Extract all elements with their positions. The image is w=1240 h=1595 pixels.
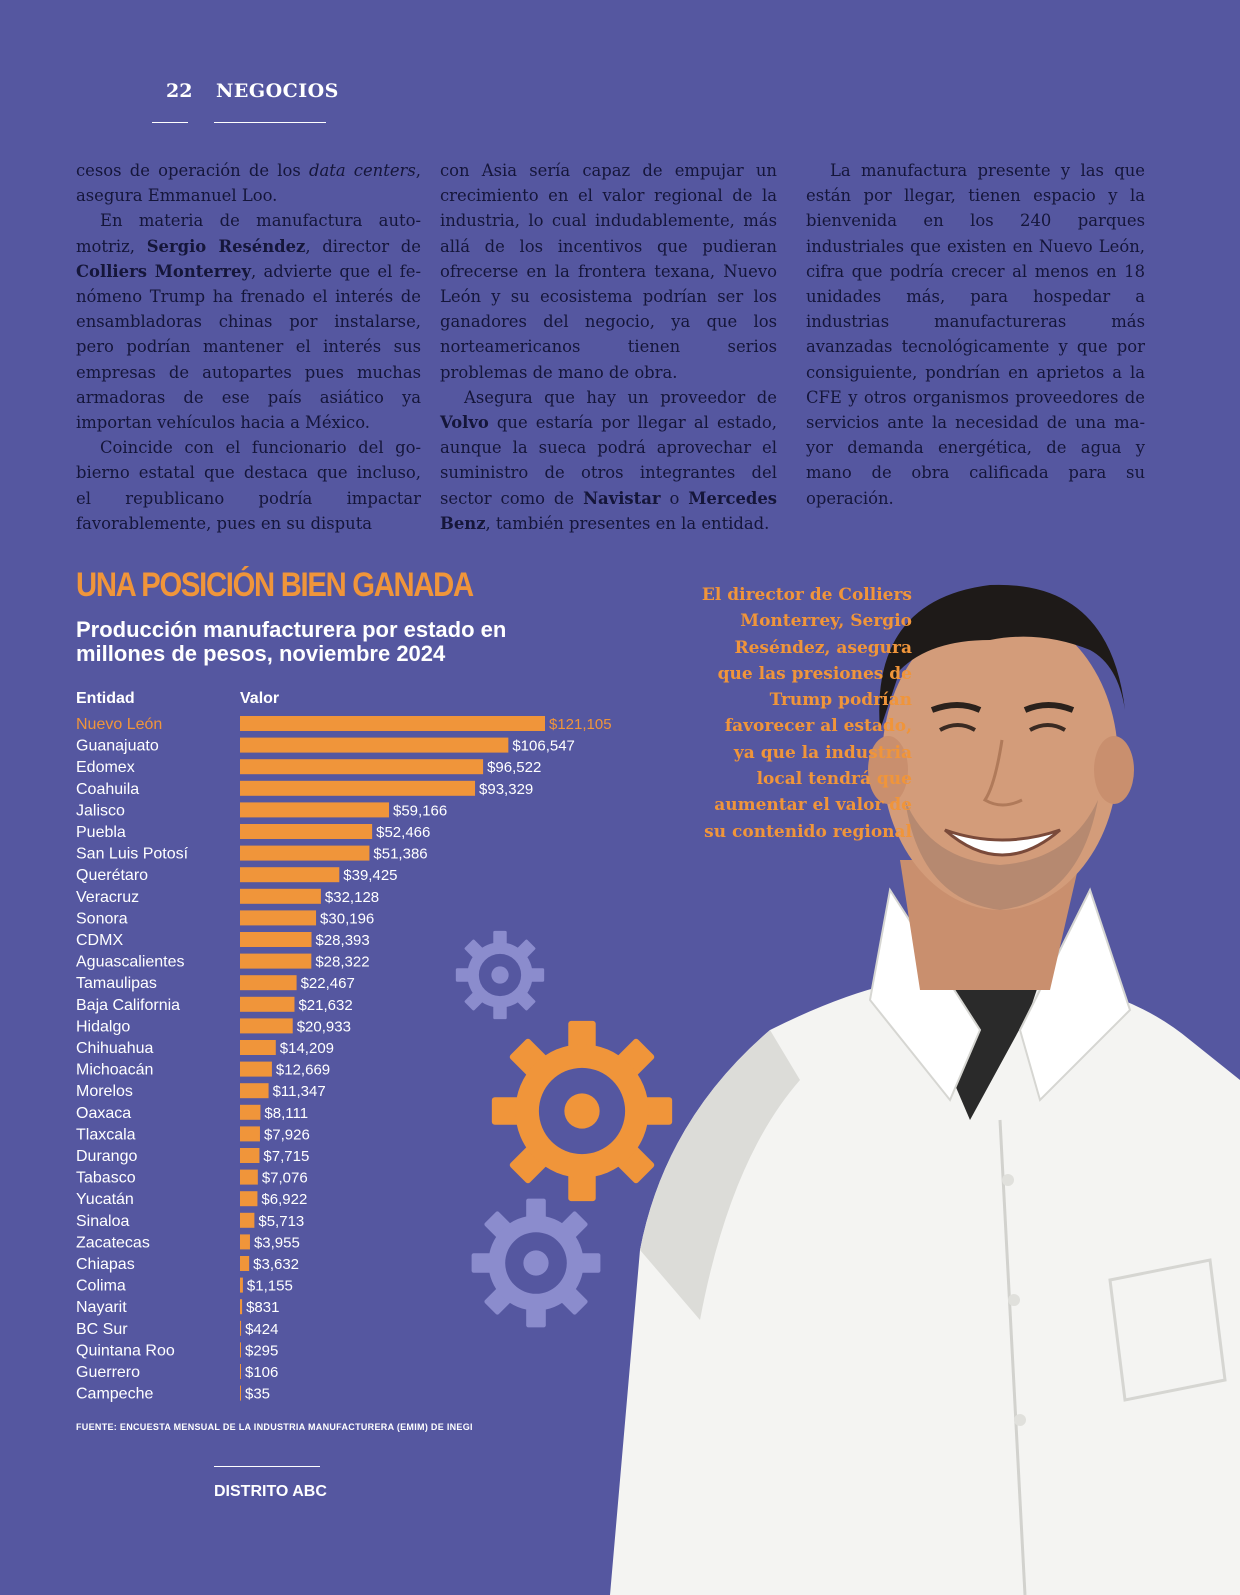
value-label: $59,166 <box>393 802 448 820</box>
category-label: Tlaxcala <box>76 1126 136 1144</box>
paragraph: cesos de operación de los data centers, asegura Emmanuel Loo. <box>76 161 421 206</box>
value-label: $106 <box>245 1364 279 1381</box>
value-label: $3,632 <box>253 1256 300 1273</box>
category-label: Chihuahua <box>76 1040 154 1057</box>
category-label: Nuevo León <box>76 716 163 733</box>
value-label: $424 <box>245 1320 279 1338</box>
category-label: Chiapas <box>76 1256 135 1273</box>
chart-title: Producción manufacturera por estado en millones de pesos, noviembre 2024 <box>76 617 507 666</box>
bar <box>240 1299 242 1314</box>
bar <box>240 889 321 904</box>
value-label: $28,393 <box>315 932 370 949</box>
category-label: San Luis Potosí <box>76 845 189 863</box>
category-label: Sinaloa <box>76 1212 130 1230</box>
photo-caption: El director de Colliers Monterrey, Sergio Reséndez, asegura que las presiones de Trump podrían favorecer al estado, ya que la industria local tendrá que aumentar el valor de su contenido regional <box>701 585 912 842</box>
category-label: Guanajuato <box>76 737 159 755</box>
value-label: $35 <box>245 1385 271 1403</box>
value-header: Valor <box>240 690 280 707</box>
value-label: $295 <box>245 1342 279 1360</box>
category-label: Puebla <box>76 824 126 841</box>
category-label: Tabasco <box>76 1169 136 1187</box>
bar <box>240 1105 260 1120</box>
bar <box>240 1040 276 1055</box>
bar <box>240 954 311 969</box>
category-label: Querétaro <box>76 867 149 885</box>
category-label: Zacatecas <box>76 1234 150 1252</box>
value-label: $5,713 <box>258 1212 305 1230</box>
value-label: $30,196 <box>320 910 375 928</box>
value-label: $7,715 <box>263 1148 310 1165</box>
bar <box>240 975 297 990</box>
paragraph: con Asia sería capaz de empujar un crecimiento en el valor regional de la industria, lo cual indudablemente, más allá de los incentivos que pudieran ofrecerse en la frontera texana, Nuevo León y su ecosistema podrían ser los ganadores del negocio, ya que los norteamericanos tienen serios problemas de mano de obra. <box>440 161 777 382</box>
bar <box>240 1256 249 1271</box>
value-label: $7,926 <box>263 1126 310 1144</box>
infographic-title: UNA POSICIÓN BIEN GANADA <box>76 566 473 604</box>
value-label: $32,128 <box>324 888 380 906</box>
value-label: $831 <box>246 1299 280 1317</box>
footer-brand: DISTRITO ABC <box>214 1483 327 1500</box>
value-label: $22,467 <box>300 975 355 993</box>
value-label: $3,955 <box>253 1234 300 1252</box>
category-label: Sonora <box>76 910 128 928</box>
bar <box>240 716 545 731</box>
category-label: Colima <box>76 1277 126 1295</box>
bar <box>240 1191 257 1206</box>
bar <box>240 1386 241 1401</box>
bar <box>240 824 372 839</box>
bar <box>240 759 483 774</box>
category-label: Durango <box>76 1148 138 1165</box>
category-label: Aguascalientes <box>76 953 185 971</box>
bar <box>240 867 339 882</box>
category-label: Quintana Roo <box>76 1342 175 1360</box>
category-label: Baja California <box>76 996 181 1014</box>
bar <box>240 1278 243 1293</box>
value-label: $6,922 <box>261 1191 308 1209</box>
value-label: $11,347 <box>272 1083 326 1101</box>
category-label: CDMX <box>76 932 124 949</box>
category-label: Coahuila <box>76 780 140 798</box>
page-number: 22 <box>166 80 193 102</box>
paragraph: Asegura que hay un proveedor de Volvo que estaría por llegar al estado, aunque la sueca podrá aprovechar el suministro de otros integrantes del sector como de Navistar o Mercedes Benz, también presentes en la entidad. <box>440 387 777 533</box>
category-label: Jalisco <box>76 802 125 820</box>
category-label: Guerrero <box>76 1364 141 1381</box>
bar <box>240 738 508 753</box>
category-label: Campeche <box>76 1385 154 1403</box>
bar <box>240 1364 241 1379</box>
category-label: Edomex <box>76 759 135 777</box>
bar <box>240 1213 254 1228</box>
category-label: Yucatán <box>76 1191 134 1209</box>
category-label: Hidalgo <box>76 1018 131 1036</box>
value-label: $20,933 <box>296 1018 351 1036</box>
value-label: $1,155 <box>246 1277 293 1295</box>
bar <box>240 1062 272 1077</box>
paragraph: La manufactura presente y las que están por llegar, tienen espacio y la bienvenida en los 240 parques industriales que existen en Nuevo León, cifra que podría crecer al menos en 18 unidades más, para hospedar a industrias manufactureras más avanzadas tecnológicamente y que por consiguiente, pondrían en aprietos a la CFE y otros organismos proveedores de servicios ante la necesidad de una mayor demanda energética, de agua y mano de obra calificada para su operación. <box>806 161 1145 508</box>
category-label: Tamaulipas <box>76 975 157 993</box>
bar <box>240 1018 293 1033</box>
value-label: $14,209 <box>279 1040 335 1057</box>
bar <box>240 1148 259 1163</box>
value-label: $21,632 <box>298 996 353 1014</box>
value-label: $8,111 <box>264 1104 309 1122</box>
bar <box>240 1126 260 1141</box>
category-label: Michoacán <box>76 1061 154 1079</box>
value-label: $39,425 <box>343 867 398 885</box>
category-label: Veracruz <box>76 888 140 906</box>
category-label: Morelos <box>76 1083 133 1101</box>
bar <box>240 1342 241 1357</box>
value-label: $28,322 <box>315 953 370 971</box>
value-label: $52,466 <box>376 824 431 841</box>
paragraph: Coincide con el funcionario del gobierno estatal que destaca que incluso, el republicano podría impactar favorablemente, pues en su disputa <box>76 438 421 533</box>
bar <box>240 846 369 861</box>
bar <box>240 1321 241 1336</box>
value-label: $51,386 <box>373 845 428 863</box>
value-label: $7,076 <box>261 1169 308 1187</box>
section-title: NEGOCIOS <box>216 80 339 102</box>
chart-source: FUENTE: ENCUESTA MENSUAL DE LA INDUSTRIA MANUFACTURERA (EMIM) DE INEGI <box>76 1422 473 1432</box>
bar <box>240 1170 258 1185</box>
category-label: Nayarit <box>76 1299 127 1317</box>
footer-rule <box>214 1466 320 1467</box>
bar <box>240 910 316 925</box>
bar <box>240 781 475 796</box>
bar <box>240 802 389 817</box>
category-label: BC Sur <box>76 1320 128 1338</box>
value-label: $12,669 <box>275 1061 331 1079</box>
value-label: $93,329 <box>479 780 534 798</box>
category-header: Entidad <box>76 690 135 707</box>
bar <box>240 932 312 947</box>
value-label: $96,522 <box>487 759 542 777</box>
value-label: $106,547 <box>512 737 575 755</box>
value-label: $121,105 <box>549 716 612 733</box>
paragraph: En materia de manufactura automotriz, Sergio Reséndez, director de Colliers Monterrey, advierte que el fenómeno Trump ha frenado el interés de ensambladoras chinas por instalarse, pero podrían mantener el interés sus empresas de autopartes pues muchas armadoras de ese país asiático ya importan vehículos hacia a México. <box>76 211 421 433</box>
bar <box>240 997 294 1012</box>
category-label: Oaxaca <box>76 1104 132 1122</box>
bar <box>240 1083 269 1098</box>
bar <box>240 1234 250 1249</box>
